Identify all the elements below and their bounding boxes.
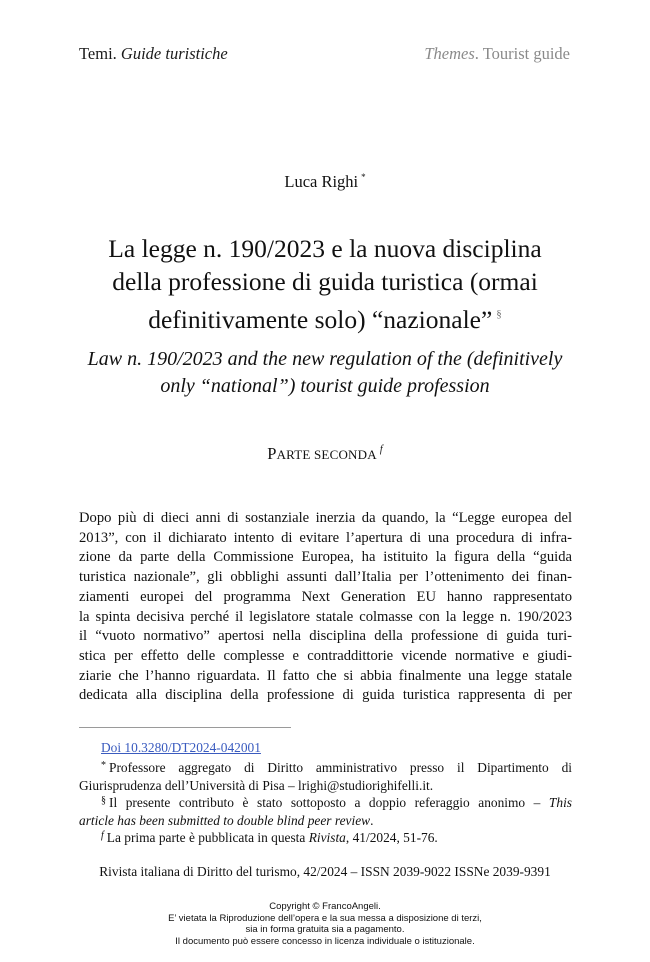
body-line-1: Dopo più di dieci anni di sostanziale inerzia da quando, la “Legge europea del	[79, 510, 572, 526]
part-heading-rest: ARTE SECONDA	[276, 447, 377, 462]
footnote-review-mark: §	[101, 795, 106, 806]
footnote-review-text-1: Il presente contributo è stato sottoposto a doppio referaggio anonimo –	[109, 795, 549, 810]
title-line-3	[40, 298, 610, 336]
part-footnote-mark: f	[379, 444, 383, 455]
footnote-part-one-line	[79, 827, 572, 847]
author-footnote-mark: *	[361, 172, 366, 182]
footnote-review	[79, 792, 572, 829]
footnote-author-mark: *	[101, 760, 106, 771]
english-subtitle	[40, 346, 610, 400]
header-left-prefix: Temi.	[79, 44, 121, 63]
title-line-2: della professione di guida turistica (ormai	[112, 267, 538, 296]
footnote-part-one-text: La prima parte è pubblicata in questa	[106, 830, 309, 845]
part-heading	[0, 444, 650, 464]
header-right-italic: Themes	[424, 44, 475, 63]
copyright-line-2: E’ vietata la Riproduzione dell’opera e la sua messa a disposizione di terzi,	[168, 912, 482, 924]
subtitle-line-1: Law n. 190/2023 and the new regulation of the (definitively	[87, 348, 563, 370]
footnote-part-one-mark: f	[101, 830, 104, 841]
footnote-review-line-1	[79, 792, 572, 812]
running-header-right	[424, 44, 570, 64]
journal-citation: Rivista italiana di Diritto del turismo, 42/2024 – ISSN 2039-9022 ISSNe 2039-9391	[99, 864, 551, 879]
body-line-3: zione da parte della Commissione Europea, ha istituito la figura della “guida	[79, 549, 572, 566]
author-name-text: Luca Righi	[284, 172, 359, 191]
copyright-line-3: sia in forma gratuita sia a pagamento.	[245, 924, 405, 936]
body-line-9: ziarie che l’hanno riguardata. Il fatto che si abbia finalmente una legge statale	[79, 667, 572, 684]
header-right-rest: . Tourist guide	[474, 44, 570, 63]
footnote-author-line-2: Giurisprudenza dell’Università di Pisa – lrighi@studiorighifelli.it.	[79, 777, 434, 793]
running-header-left	[79, 44, 228, 64]
article-title	[40, 232, 610, 336]
title-footnote-mark: §	[496, 308, 502, 320]
title-line-1: La legge n. 190/2023 e la nuova disciplina	[108, 234, 542, 263]
footnote-author-line-1	[79, 757, 572, 777]
copyright-line-1: Copyright © FrancoAngeli.	[269, 901, 381, 912]
subtitle-line-2: only “national”) tourist guide profession	[160, 375, 490, 397]
body-paragraph	[79, 509, 572, 706]
title-line-3-text: definitivamente solo) “nazionale”	[148, 305, 493, 334]
footnote-review-italic-2: article has been submitted to double blind peer review	[79, 812, 371, 828]
footnote-author-text-1: Professore aggregato di Diritto amministrativo presso il Dipartimento di	[109, 760, 572, 775]
footnote-review-italic-1: This	[548, 795, 572, 810]
body-line-7: il “vuoto normativo” apertosi nella disciplina della professione di guida turi-	[79, 628, 572, 645]
footnote-separator	[79, 727, 291, 728]
footnote-author	[79, 757, 572, 794]
header-left-italic: Guide turistiche	[120, 44, 228, 63]
footnote-review-end: .	[370, 812, 374, 828]
footnote-part-one	[79, 827, 572, 847]
body-line-5: ziamenti europei del programma Next Generation EU hanno rappresentato	[79, 588, 572, 605]
doi-link[interactable]: Doi 10.3280/DT2024-042001	[101, 740, 261, 755]
footnote-part-one-italic: Rivista	[308, 830, 346, 845]
body-line-8: stica per effetto delle complesse e contraddittorie vicende normative e giudi-	[79, 647, 572, 664]
body-line-10: dedicata alla disciplina della professione di guida turistica rappresenta di per	[79, 687, 572, 704]
part-heading-initial: P	[267, 444, 277, 463]
footnote-part-one-end: , 41/2024, 51-76.	[345, 830, 438, 845]
copyright-line-4: Il documento può essere concesso in licenza individuale o istituzionale.	[175, 936, 475, 948]
body-line-2: 2013”, con il dichiarato intento di evitare l’apertura di una procedura di infra-	[79, 529, 572, 546]
body-line-6: la spinta decisiva perché il legislatore statale colmasse con la legge n. 190/2023	[79, 608, 572, 625]
copyright-notice	[0, 901, 650, 948]
body-line-4: turistica nazionale”, gli obblighi assunti dall’Italia per l’ottenimento dei finan-	[79, 569, 572, 586]
author-name	[0, 172, 650, 192]
